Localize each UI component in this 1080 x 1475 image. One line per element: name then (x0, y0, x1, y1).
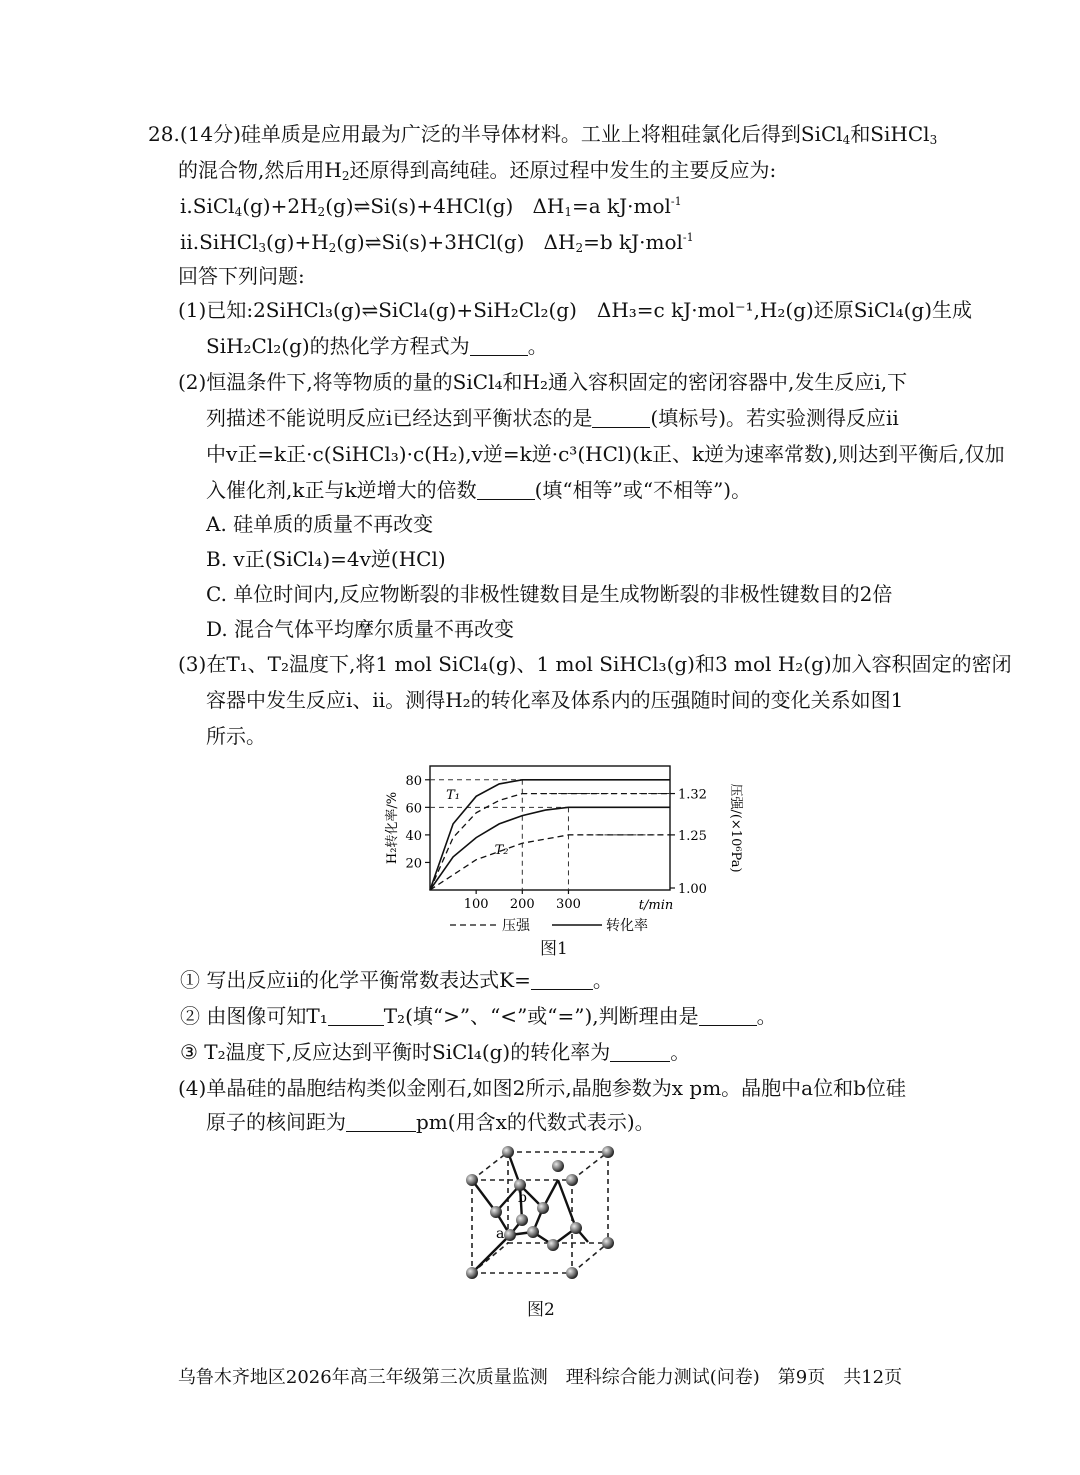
option-b: B. v正(SiCl₄)=4v逆(HCl) (206, 547, 446, 571)
atom (527, 1226, 539, 1238)
reaction-i-val: =a kJ·mol (571, 194, 671, 218)
atom (552, 1160, 564, 1172)
label-a: a (496, 1226, 505, 1242)
part3-line2: 容器中发生反应ⅰ、ⅱ。测得H₂的转化率及体系内的压强随时间的变化关系如图1 (206, 688, 904, 712)
atom (466, 1267, 478, 1279)
answer-blank[interactable] (346, 1113, 416, 1132)
y2-axis-label: 压强/(×10⁶Pa) (728, 783, 743, 873)
reaction-ii-val: =b kJ·mol (583, 230, 683, 254)
part1-line1: (1)已知:2SiHCl₃(g)⇌SiCl₄(g)+SiH₂Cl₂(g) ΔH₃=c kJ·mol⁻¹,H₂(g)还原SiCl₄(g)生成 (178, 298, 973, 322)
intro-text-2: 的混合物,然后用H (178, 158, 342, 182)
y2-tick-label: 1.32 (678, 787, 707, 803)
reaction-ii-mid: (g)+H (266, 230, 329, 254)
reaction-i-dh: ΔH (532, 194, 565, 218)
series-line (430, 807, 670, 890)
y2-tick-label: 1.25 (678, 828, 707, 844)
reaction-i-label: ⅰ. (180, 194, 193, 218)
page-footer: 乌鲁木齐地区2026年高三年级第三次质量监测 理科综合能力测试(问卷) 第9页 共12页 (177, 1367, 903, 1388)
reaction-ii-rhs: (g)⇌Si(s)+3HCl(g) (336, 230, 525, 254)
y-axis-label: H₂转化率/% (385, 791, 400, 865)
x-axis-label: t/min (638, 898, 674, 913)
intro-text-2b: 还原得到高纯硅。还原过程中发生的主要反应为: (349, 158, 777, 182)
atom (537, 1202, 549, 1214)
part4-line2 (206, 1108, 655, 1136)
figure2-crystal-cell (448, 1140, 628, 1290)
x-tick-label: 100 (463, 897, 489, 912)
part3-sub1a: ① 写出反应ⅱ的化学平衡常数表达式K= (180, 968, 531, 992)
reaction-ii-label: ⅱ. (180, 230, 200, 254)
option-a: A. 硅单质的质量不再改变 (206, 512, 434, 536)
x-tick-label: 300 (556, 897, 581, 912)
atom (502, 1146, 514, 1158)
part3-sub2a: ② 由图像可知T₁ (180, 1004, 328, 1028)
figure2-caption: 图2 (527, 1300, 555, 1320)
intro-text-1: 硅单质是应用最为广泛的半导体材料。工业上将粗硅氯化后得到SiCl (240, 122, 843, 146)
part3-sub3b: 。 (670, 1040, 691, 1064)
reaction-i-rhs: (g)⇌Si(s)+4HCl(g) (325, 194, 514, 218)
intro-text-1b: 和SiHCl (850, 122, 930, 146)
atom (566, 1174, 578, 1186)
part3-sub1 (180, 966, 613, 994)
question-intro-line2: 的混合物,然后用$H_2$还原得到高纯硅。还原过程中发生的主要反应为: (178, 158, 777, 183)
answer-prompt: 回答下列问题: (178, 264, 305, 288)
part2-line4b: (填“相等”或“不相等”)。 (534, 478, 752, 502)
atom (466, 1174, 478, 1186)
answer-blank[interactable] (699, 1007, 757, 1026)
atom (602, 1237, 614, 1249)
atom (547, 1239, 559, 1251)
legend-solid-label: 转化率 (606, 918, 648, 934)
reaction-i-lhs: SiCl (192, 194, 235, 218)
series-label-t2: T₂ (494, 843, 509, 859)
part3-sub3a: ③ T₂温度下,反应达到平衡时SiCl₄(g)的转化率为 (180, 1040, 611, 1064)
x-tick-label: 200 (509, 897, 535, 912)
atom (570, 1222, 582, 1234)
answer-blank[interactable] (470, 337, 528, 356)
y-tick-label: 80 (405, 773, 422, 789)
part4-line2a: 原子的核间距为 (206, 1110, 346, 1134)
question-number: 28. (148, 122, 180, 146)
series-line (430, 835, 670, 890)
part1-line2 (206, 332, 548, 360)
atom (566, 1267, 578, 1279)
part1-line2-text: SiH₂Cl₂(g)的热化学方程式为 (206, 334, 470, 358)
reaction-i: $ⅰ.SiCl_4(g)+2H_2(g)\rightleftharpoons Si(s)+4HCl(g)$ $\Delta H_1=a$ kJ·mol$^{-1}$ (180, 194, 682, 219)
part3-sub3 (180, 1038, 690, 1066)
answer-blank[interactable] (610, 1043, 670, 1062)
option-c: C. 单位时间内,反应物断裂的非极性键数目是生成物断裂的非极性键数目的2倍 (206, 582, 893, 606)
part3-sub2 (180, 1002, 777, 1030)
part3-sub2b: T₂(填“>”、“<”或“=”),判断理由是 (383, 1004, 699, 1028)
part3-sub2c: 。 (756, 1004, 777, 1028)
y-tick-label: 40 (405, 828, 422, 844)
legend-dashed-label: 压强 (502, 918, 530, 934)
part3-sub1b: 。 (592, 968, 613, 992)
option-d: D. 混合气体平均摩尔质量不再改变 (206, 617, 515, 641)
bonds (472, 1152, 588, 1273)
part2-line3: 中v正=k正·c(SiHCl₃)·c(H₂),v逆=k逆·c³(HCl)(k正、k逆为速率常数),则达到平衡后,仅加 (206, 442, 1005, 466)
atom (516, 1214, 528, 1226)
label-b: b (518, 1190, 527, 1206)
figure1-caption: 图1 (540, 939, 568, 959)
plot-frame (430, 766, 670, 890)
part1-line2-end: 。 (527, 334, 548, 358)
part2-line1: (2)恒温条件下,将等物质的量的SiCl₄和H₂通入容积固定的密闭容器中,发生反应ⅰ,下 (178, 370, 908, 394)
part2-line2a: 列描述不能说明反应ⅰ已经达到平衡状态的是 (206, 406, 593, 430)
atom-a (504, 1229, 516, 1241)
answer-blank[interactable] (592, 409, 650, 428)
reaction-ii: $ⅱ.SiHCl_3(g)+H_2(g)\rightleftharpoons Si(s)+3HCl(g)$ $\Delta H_2=b$ kJ·mol$^{-1}$ (180, 230, 694, 255)
atom (602, 1146, 614, 1158)
answer-blank[interactable] (531, 971, 593, 990)
series-label-t1: T₁ (446, 788, 461, 804)
part2-line2b: (填标号)。若实验测得反应ⅱ (650, 406, 899, 430)
part4-line1: (4)单晶硅的晶胞结构类似金刚石,如图2所示,晶胞参数为x pm。晶胞中a位和b位硅 (178, 1076, 906, 1100)
question-intro-line1: 28.(14分)硅单质是应用最为广泛的半导体材料。工业上将粗硅氯化后得到SiCl$_4$和SiHCl$_3$ (148, 122, 938, 147)
y-tick-label: 20 (405, 856, 422, 872)
answer-blank[interactable] (328, 1007, 384, 1026)
answer-blank[interactable] (477, 481, 535, 500)
reaction-ii-lhs: SiHCl (199, 230, 259, 254)
question-score: (14分) (179, 122, 241, 146)
figure1-chart (380, 756, 760, 971)
part3-line1: (3)在T₁、T₂温度下,将1 mol SiCl₄(g)、1 mol SiHCl₃(g)和3 mol H₂(g)加入容积固定的密闭 (178, 652, 1012, 676)
part4-line2b: pm(用含x的代数式表示)。 (416, 1110, 655, 1134)
y-tick-label: 60 (405, 801, 422, 817)
reaction-ii-dh: ΔH (543, 230, 576, 254)
part2-line4 (206, 476, 751, 504)
y2-tick-label: 1.00 (678, 882, 707, 897)
part3-line3: 所示。 (206, 724, 266, 748)
part2-line2 (206, 404, 899, 432)
reaction-i-mid: (g)+2H (242, 194, 318, 218)
atom (490, 1206, 502, 1218)
part2-line4a: 入催化剂,k正与k逆增大的倍数 (206, 478, 477, 502)
